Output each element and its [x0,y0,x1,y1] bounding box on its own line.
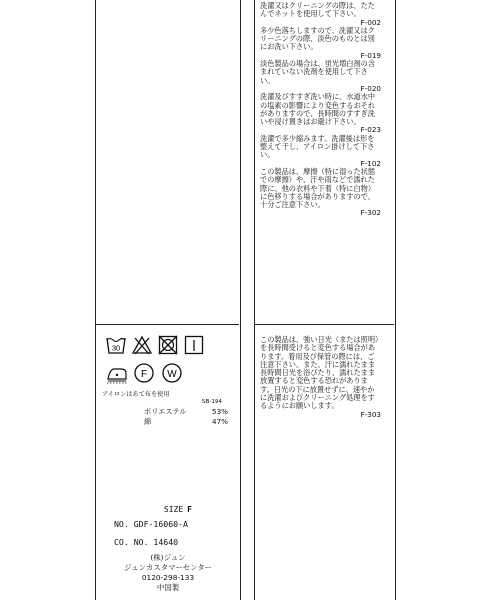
symbol-code: SB-194 [201,399,222,405]
label-tag-right [254,0,396,600]
care-note-code: F-002 [360,17,381,27]
fiber-name: ポリエステル [144,407,187,416]
care-note-text: この製品は、強い日光（または照明）を長時間受けると変色する場合があります。着用及び保管の際には、ご注意下さい。また、汗に濡れたまま長時間日光を浴びたり、濡れたまま放置すると変色する恐れがあります。日光の下に放置せずに、速やかに洗濯およびクリーニング処理をするようにお願いします。 [260,335,379,411]
care-note-text: 洗濯及びすすぎ洗い時に、水道水中の塩素の影響により変色するおそれがありますので、長時間のすすぎ洗いや浸け置きはお避け下さい。 [260,92,376,127]
no-tumble-dry-icon [157,334,179,356]
product-number: NO. GDF-16060-A [114,519,188,529]
fiber-percent: 53% [212,407,228,416]
maker-company: (株)ジュン [150,553,186,562]
maker-phone: 0120-298-133 [141,573,195,582]
size-value: F [187,505,192,514]
dry-clean-f-icon [133,362,155,384]
no-bleach-icon [131,334,153,356]
care-note-text: 淡色製品の場合は、蛍光増白剤の含まれていない洗剤を使用して下さい。 [260,59,376,85]
care-notes-top [260,2,379,218]
line-dry-icon [183,334,205,356]
fiber-content [144,407,228,427]
low-iron-icon [105,364,129,384]
size-label: SIZE [163,505,184,514]
svg-text:W: W [167,369,177,380]
wet-clean-w-icon [161,362,183,384]
care-note-code: F-023 [360,125,381,135]
care-note [260,2,379,27]
care-note-text: 多少色落ちしますので、洗濯又はクリーニングの際、淡色のものとは別にお洗い下さい。 [260,25,375,52]
fiber-row [144,407,228,417]
care-note-code: F-302 [360,208,381,218]
svg-text:F: F [140,369,148,380]
care-note-code: F-303 [360,409,381,419]
care-notes-bottom [260,336,379,419]
care-note [260,93,379,134]
care-note-text: 洗濯又はクリーニングの際は、たたんでネットを使用して下さい。 [260,1,375,19]
care-note [260,336,379,419]
wash-30-icon [105,334,127,356]
fiber-percent: 47% [212,417,228,426]
wash-temp-text: 30 [111,343,121,353]
color-number: CO. NO. 14640 [114,537,179,547]
maker-origin: 中国製 [156,583,180,592]
care-note-text: この製品は、摩擦（特に湿った状態での摩擦）や、汗や雨などで濡れた際に、他の衣料や下着（特に白物）に色移りする場合がありますので、十分ご注意下さい。 [260,166,376,210]
care-note [260,135,379,168]
iron-caption: アイロンはあて布を使用 [102,391,170,398]
size-line [164,505,192,514]
care-note [260,27,379,60]
label-tag-left [95,0,241,600]
care-note-text: 洗濯で多少縮みます。洗濯後は形を整えて干し、アイロン掛けして下さい。 [260,133,375,160]
tag-seam-line [96,324,239,325]
maker-info [96,553,240,593]
care-note [260,168,379,218]
care-note-code: F-020 [360,83,381,93]
care-note-code: F-019 [360,50,381,60]
fiber-row [144,417,228,427]
care-note-code: F-102 [360,158,381,168]
care-note [260,60,379,93]
maker-center: ジュンカスタマーセンター [123,563,213,572]
fiber-name: 綿 [144,417,152,426]
tag-seam-line [255,324,394,325]
